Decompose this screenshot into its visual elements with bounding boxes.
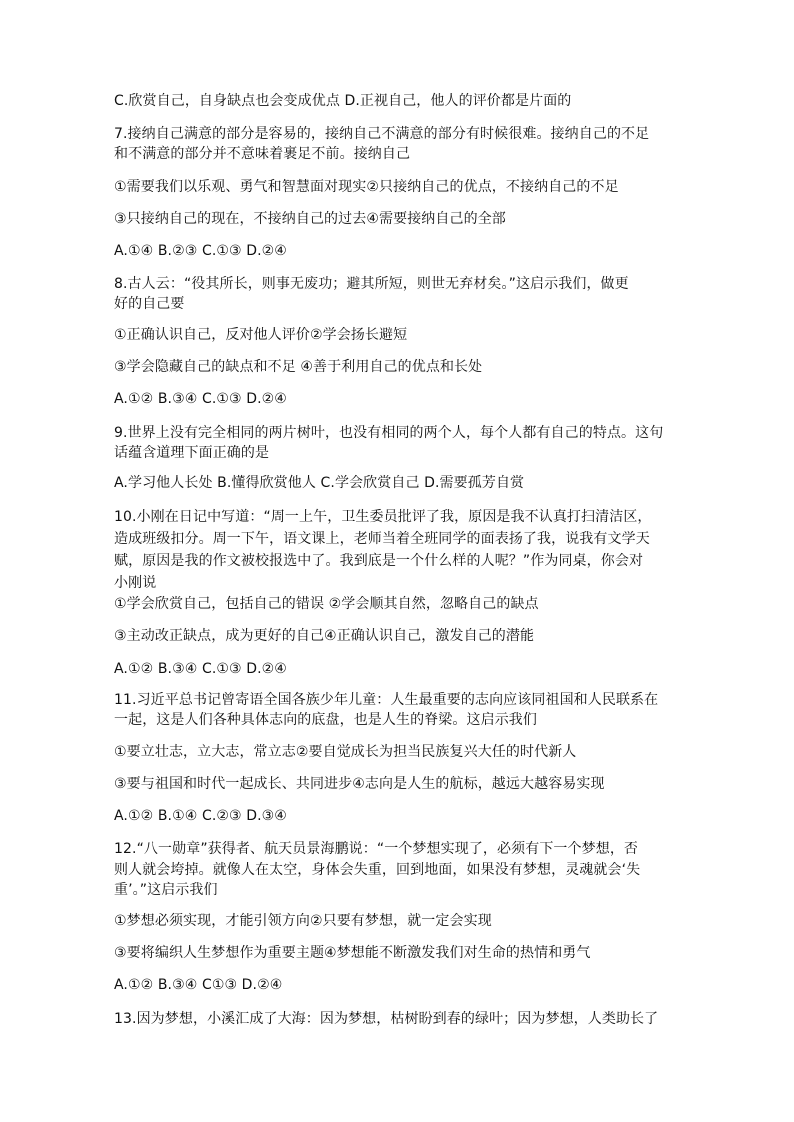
question-11-statements-1-2: ①要立壮志，立大志，常立志②要自觉成长为担当民族复兴大任的时代新人 <box>114 744 577 760</box>
question-11-options: A.①② B.①④ C.②③ D.③④ <box>114 808 287 824</box>
question-10-stem-line-2: 造成班级扣分。周一下午，语文课上，老师当着全班同学的面表扬了我，说我有文学天 <box>114 531 650 547</box>
question-7-statements-3-4: ③只接纳自己的现在，不接纳自己的过去④需要接纳自己的全部 <box>114 211 506 227</box>
question-8-options: A.①② B.③④ C.①③ D.②④ <box>114 391 287 407</box>
question-10-stem-line-1: 10.小刚在日记中写道：“周一上午，卫生委员批评了我，原因是我不认真打扫清洁区， <box>114 509 652 525</box>
question-12-options: A.①② B.③④ C①③ D.②④ <box>114 977 283 993</box>
question-12-stem-line-2: 则人就会垮掉。就像人在太空，身体会失重，回到地面，如果没有梦想，灵魂就会‘失 <box>114 862 641 878</box>
question-13-stem-line-1: 13.因为梦想，小溪汇成了大海：因为梦想，枯树盼到春的绿叶；因为梦想，人类助长了 <box>114 1011 659 1027</box>
question-11-stem-line-2: 一起，这是人们各种具体志向的底盘，也是人生的脊梁。这启示我们 <box>114 712 537 728</box>
option-line-q6-cd: C.欣赏自己，自身缺点也会变成优点 D.正视自己，他人的评价都是片面的 <box>114 93 572 109</box>
question-8-stem-line-2: 好的自己要 <box>114 296 185 312</box>
question-10-statements-3-4: ③主动改正缺点，成为更好的自己④正确认识自己，激发自己的潜能 <box>114 628 535 644</box>
question-10-stem-line-3: 赋，原因是我的作文被校报选中了。我到底是一个什么样的人呢？”作为同桌，你会对 <box>114 553 644 569</box>
question-9-options: A.学习他人长处 B.懂得欣赏他人 C.学会欣赏自己 D.需要孤芳自赏 <box>114 475 525 491</box>
question-12-statements-1-2: ①梦想必须实现，才能引领方向②只要有梦想，就一定会实现 <box>114 913 492 929</box>
question-7-stem-line-2: 和不满意的部分并不意味着裹足不前。接纳自己 <box>114 146 411 162</box>
question-10-statements-1-2: ①学会欣赏自己，包括自己的错误 ②学会顺其自然，忽略自己的缺点 <box>114 596 539 612</box>
question-9-stem-line-2: 话蕴含道理下面正确的是 <box>114 445 270 461</box>
question-11-statements-3-4: ③要与祖国和时代一起成长、共同进步④志向是人生的航标，越远大越容易实现 <box>114 776 605 792</box>
question-7-statements-1-2: ①需要我们以乐观、勇气和智慧面对现实②只接纳自己的优点，不接纳自己的不足 <box>114 179 619 195</box>
question-8-statements-1-2: ①正确认识自己，反对他人评价②学会扬长避短 <box>114 327 408 343</box>
question-7-stem-line-1: 7.接纳自己满意的部分是容易的，接纳自己不满意的部分有时候很难。接纳自己的不足 <box>114 126 650 142</box>
question-9-stem-line-1: 9.世界上没有完全相同的两片树叶，也没有相同的两个人，每个人都有自己的特点。这句 <box>114 425 664 441</box>
question-8-statements-3-4: ③学会隐藏自己的缺点和不足 ④善于利用自己的优点和长处 <box>114 359 483 375</box>
question-8-stem-line-1: 8.古人云：“役其所长，则事无废功；避其所短，则世无弃材矣。”这启示我们，做更 <box>114 276 629 292</box>
question-11-stem-line-1: 11.习近平总书记曾寄语全国各族少年儿童：人生最重要的志向应该同祖国和人民联系在 <box>114 692 659 708</box>
question-10-stem-line-4: 小刚说 <box>114 575 157 591</box>
question-12-statements-3-4: ③要将编织人生梦想作为重要主题④梦想能不断激发我们对生命的热情和勇气 <box>114 945 591 961</box>
question-10-options: A.①② B.③④ C.①③ D.②④ <box>114 661 287 677</box>
question-12-stem-line-1: 12.“八一勋章”获得者、航天员景海鹏说：“一个梦想实现了，必须有下一个梦想，否 <box>114 841 639 857</box>
question-12-stem-line-3: 重’。”这启示我们 <box>114 882 218 898</box>
question-7-options: A.①④ B.②③ C.①③ D.②④ <box>114 243 287 259</box>
